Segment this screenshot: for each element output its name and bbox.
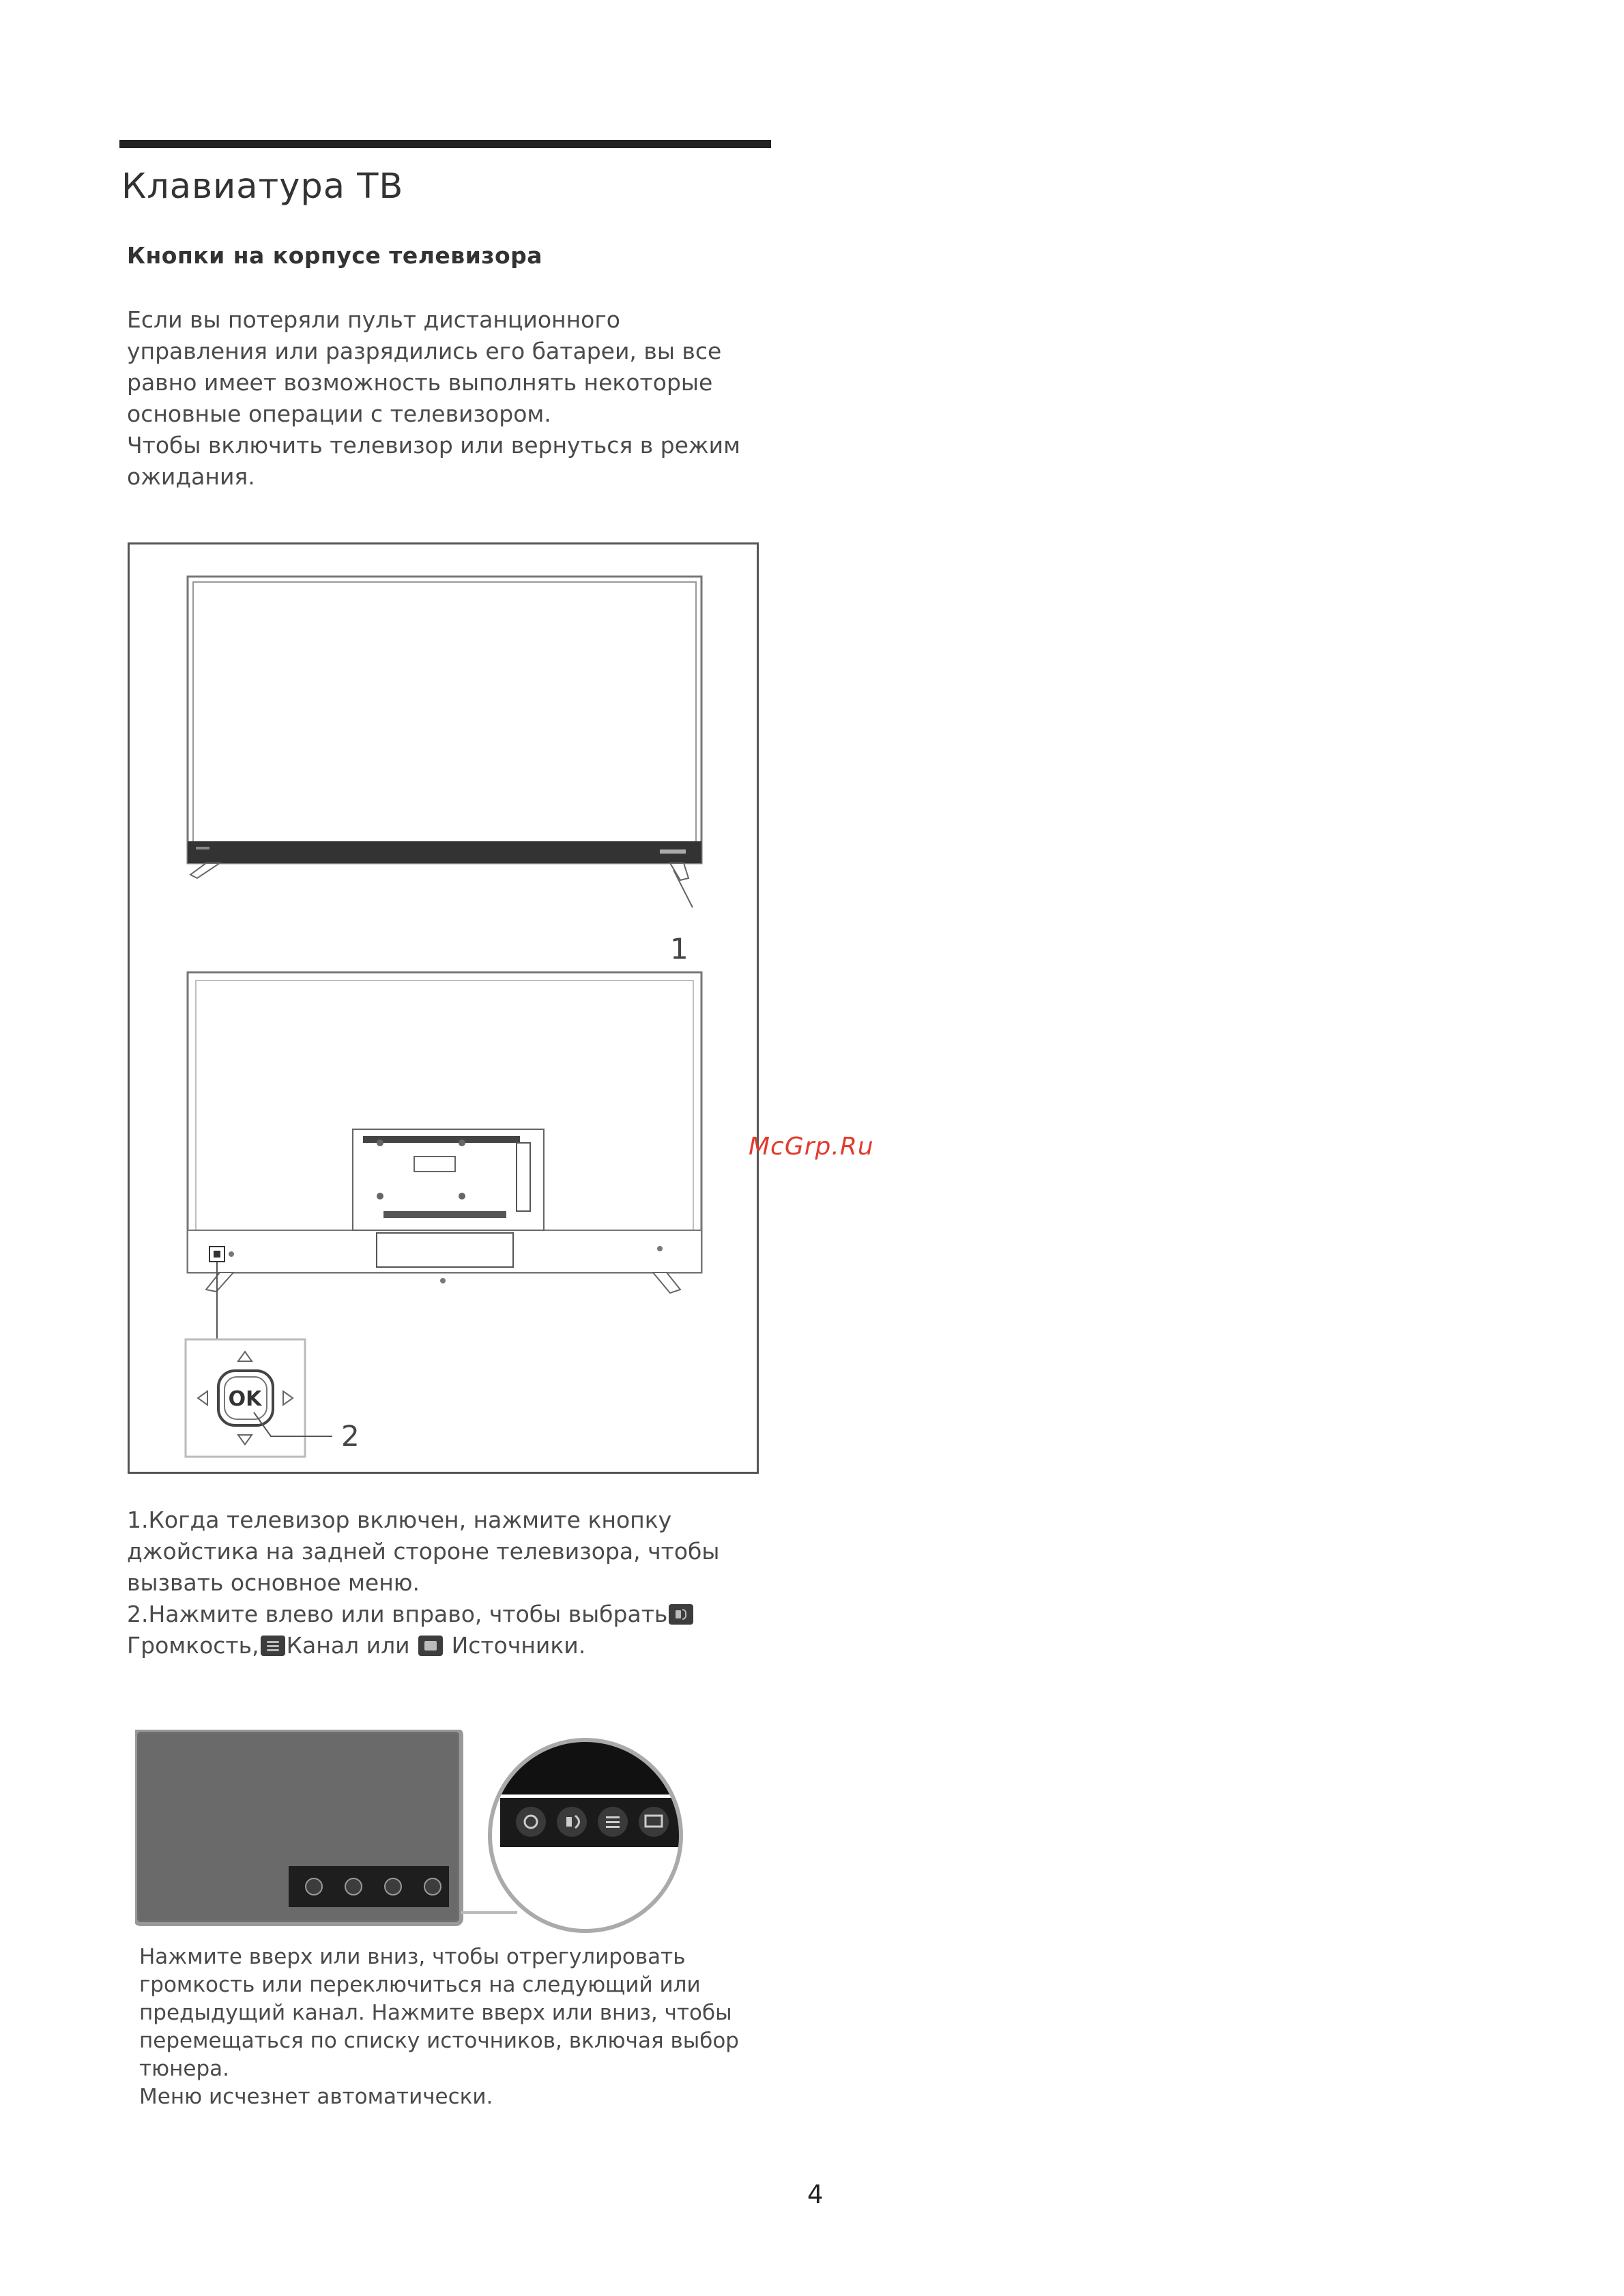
volume-icon [345,1878,362,1895]
intro-line: основные операции с телевизором. [127,401,551,427]
note-line: Меню исчезнет автоматически. [139,2084,493,2109]
step-source-label: Источники. [444,1632,586,1659]
steps-paragraph [127,1505,782,1661]
intro-line: ожидания. [127,463,255,490]
tv-front-view [188,577,701,965]
source-icon [418,1636,443,1656]
note-line: тюнера. [139,2057,230,2081]
step-line [127,1599,782,1630]
intro-line: управления или разрядились его батареи, вы все [127,338,722,364]
ok-button-label: OK [228,1387,262,1411]
note-line: предыдущий канал. Нажмите вверх или вниз, чтобы [139,2001,732,2025]
step-line-text: 2.Нажмите влево или вправо, чтобы выбрать [127,1601,668,1627]
source-icon [424,1878,441,1895]
watermark: McGrp.Ru [749,1133,874,1161]
note-line: громкость или переключиться на следующий или [139,1973,701,1997]
joystick-detail [186,1339,360,1457]
callout-2: 2 [341,1419,360,1453]
title-rule [119,140,771,148]
note-line: перемещаться по списку источников, включая выбор [139,2029,739,2053]
source-icon [639,1807,669,1837]
magnified-menu [476,1730,701,1934]
callout-1: 1 [670,932,688,965]
note-paragraph [139,1943,753,2111]
step-line: джойстика на задней стороне телевизора, чтобы [127,1538,720,1565]
volume-icon [669,1604,693,1625]
intro-line: Если вы потеряли пульт дистанционного [127,306,620,333]
tv-buttons-diagram [128,542,759,1474]
page-title: Клавиатура ТВ [121,166,404,207]
step-volume-label: Громкость, [127,1632,259,1659]
power-icon [516,1807,546,1837]
step-line: 1.Когда телевизор включен, нажмите кнопку [127,1507,672,1533]
intro-line: равно имеет возможность выполнять некоторые [127,369,713,396]
menu-list-icon [385,1878,401,1895]
note-line: Нажмите вверх или вниз, чтобы отрегулировать [139,1945,686,1969]
page-number: 4 [807,2180,824,2209]
intro-line: Чтобы включить телевизор или вернуться в режим [127,432,740,459]
menu-list-icon [261,1636,285,1656]
intro-paragraph [127,304,782,493]
step-line: вызвать основное меню. [127,1569,420,1596]
osd-menu-illustration [135,1730,701,1934]
step-line [127,1630,782,1661]
step-channel-label: Канал или [286,1632,410,1659]
section-subtitle: Кнопки на корпусе телевизора [127,242,543,269]
power-icon [306,1878,322,1895]
tv-back-view [188,972,701,1339]
